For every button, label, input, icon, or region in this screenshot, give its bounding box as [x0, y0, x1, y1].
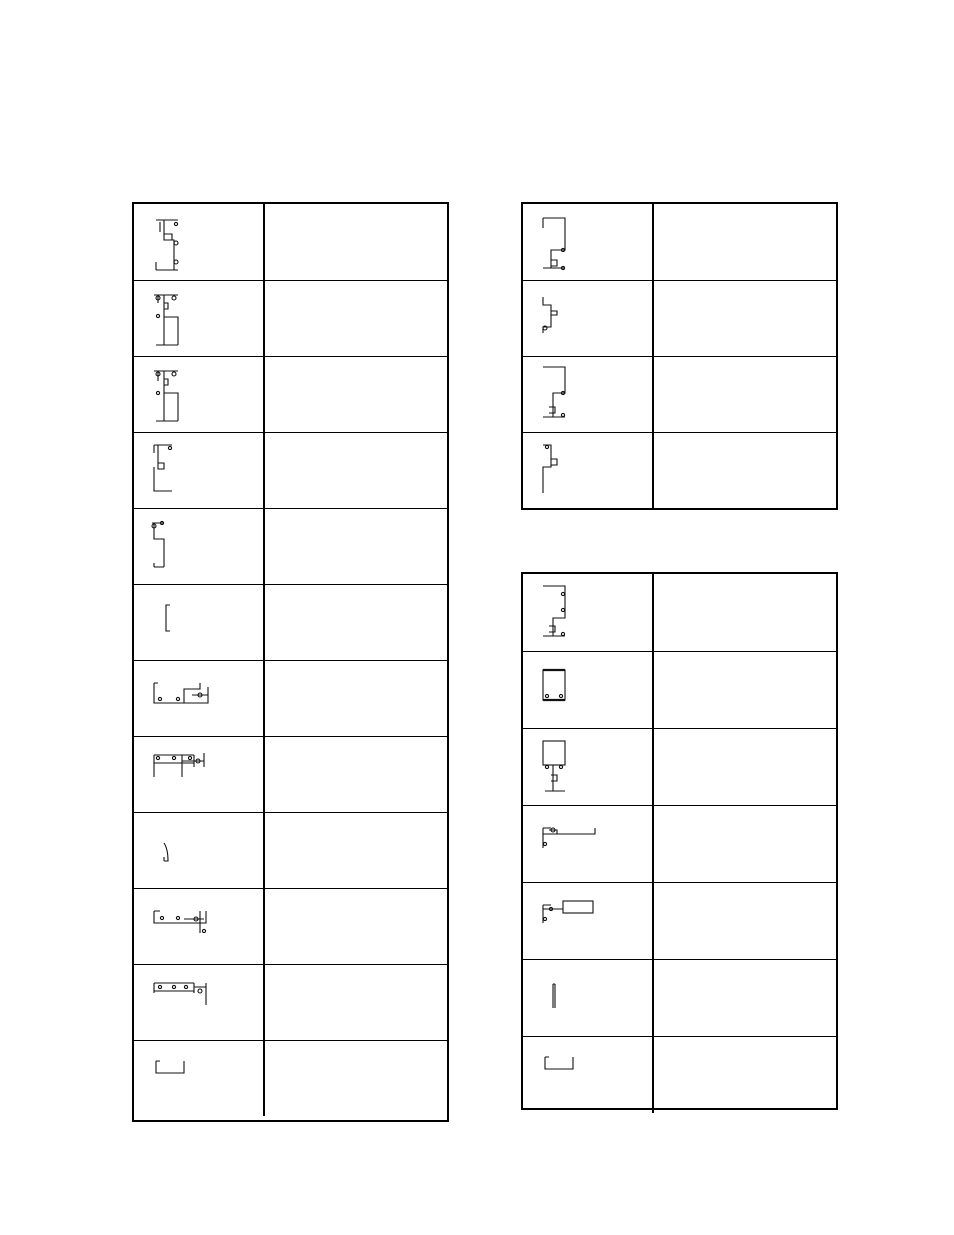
- table-row: [134, 280, 447, 356]
- table-row: [134, 204, 447, 280]
- row-description: [654, 652, 836, 728]
- reverse-z-profile-icon: [523, 204, 654, 280]
- sill-track-icon: [523, 806, 654, 882]
- table-row: [134, 660, 447, 736]
- box-mullion-icon: [523, 729, 654, 805]
- profile-table-right-bottom: [521, 572, 838, 1110]
- z-profile-icon: [134, 204, 265, 280]
- profile-table-right-top: [521, 202, 838, 510]
- flat-bar-icon: [523, 960, 654, 1036]
- row-description: [265, 281, 447, 356]
- row-description: [654, 960, 836, 1036]
- bracket-icon: [134, 585, 265, 660]
- table-row: [523, 959, 836, 1036]
- profile-table-left: [132, 202, 449, 1122]
- jamb-profile-icon: [523, 574, 654, 651]
- table-row: [523, 356, 836, 432]
- table-row: [134, 584, 447, 660]
- table-row: [523, 432, 836, 508]
- table-row: [523, 882, 836, 959]
- wide-channel-icon: [134, 661, 265, 736]
- row-description: [654, 204, 836, 280]
- row-description: [654, 357, 836, 432]
- table-row: [523, 728, 836, 805]
- table-row: [134, 888, 447, 964]
- row-description: [265, 204, 447, 280]
- row-description: [654, 883, 836, 959]
- row-description: [265, 737, 447, 812]
- row-description: [265, 509, 447, 584]
- hook-channel-icon: [134, 433, 265, 508]
- row-description: [654, 281, 836, 356]
- mullion-frame-icon: [134, 965, 265, 1040]
- table-row: [134, 432, 447, 508]
- t-profile-tall-icon: [134, 281, 265, 356]
- table-row: [134, 964, 447, 1040]
- table-row: [134, 356, 447, 432]
- u-channel-icon: [134, 1041, 265, 1116]
- double-frame-icon: [134, 737, 265, 812]
- table-row: [523, 651, 836, 728]
- row-description: [654, 574, 836, 651]
- table-row: [134, 1040, 447, 1116]
- table-row: [523, 1036, 836, 1113]
- table-row: [134, 508, 447, 584]
- offset-channel-icon: [134, 509, 265, 584]
- row-description: [265, 433, 447, 508]
- row-description: [654, 729, 836, 805]
- table-row: [523, 204, 836, 280]
- table-row: [523, 280, 836, 356]
- table-row: [523, 805, 836, 882]
- row-description: [265, 585, 447, 660]
- t-profile-icon: [134, 357, 265, 432]
- row-description: [265, 661, 447, 736]
- snap-clip-icon: [523, 281, 654, 356]
- hook-icon: [134, 813, 265, 888]
- row-description: [265, 889, 447, 964]
- table-row: [134, 736, 447, 812]
- row-description: [654, 1037, 836, 1113]
- row-description: [654, 433, 836, 508]
- long-channel-icon: [134, 889, 265, 964]
- shallow-u-channel-icon: [523, 1037, 654, 1113]
- stop-bead-icon: [523, 433, 654, 508]
- table-row: [523, 574, 836, 651]
- table-row: [134, 812, 447, 888]
- row-description: [265, 1041, 447, 1116]
- row-description: [265, 813, 447, 888]
- tube-profile-icon: [523, 652, 654, 728]
- row-description: [265, 965, 447, 1040]
- box-sill-icon: [523, 883, 654, 959]
- step-frame-icon: [523, 357, 654, 432]
- row-description: [265, 357, 447, 432]
- row-description: [654, 806, 836, 882]
